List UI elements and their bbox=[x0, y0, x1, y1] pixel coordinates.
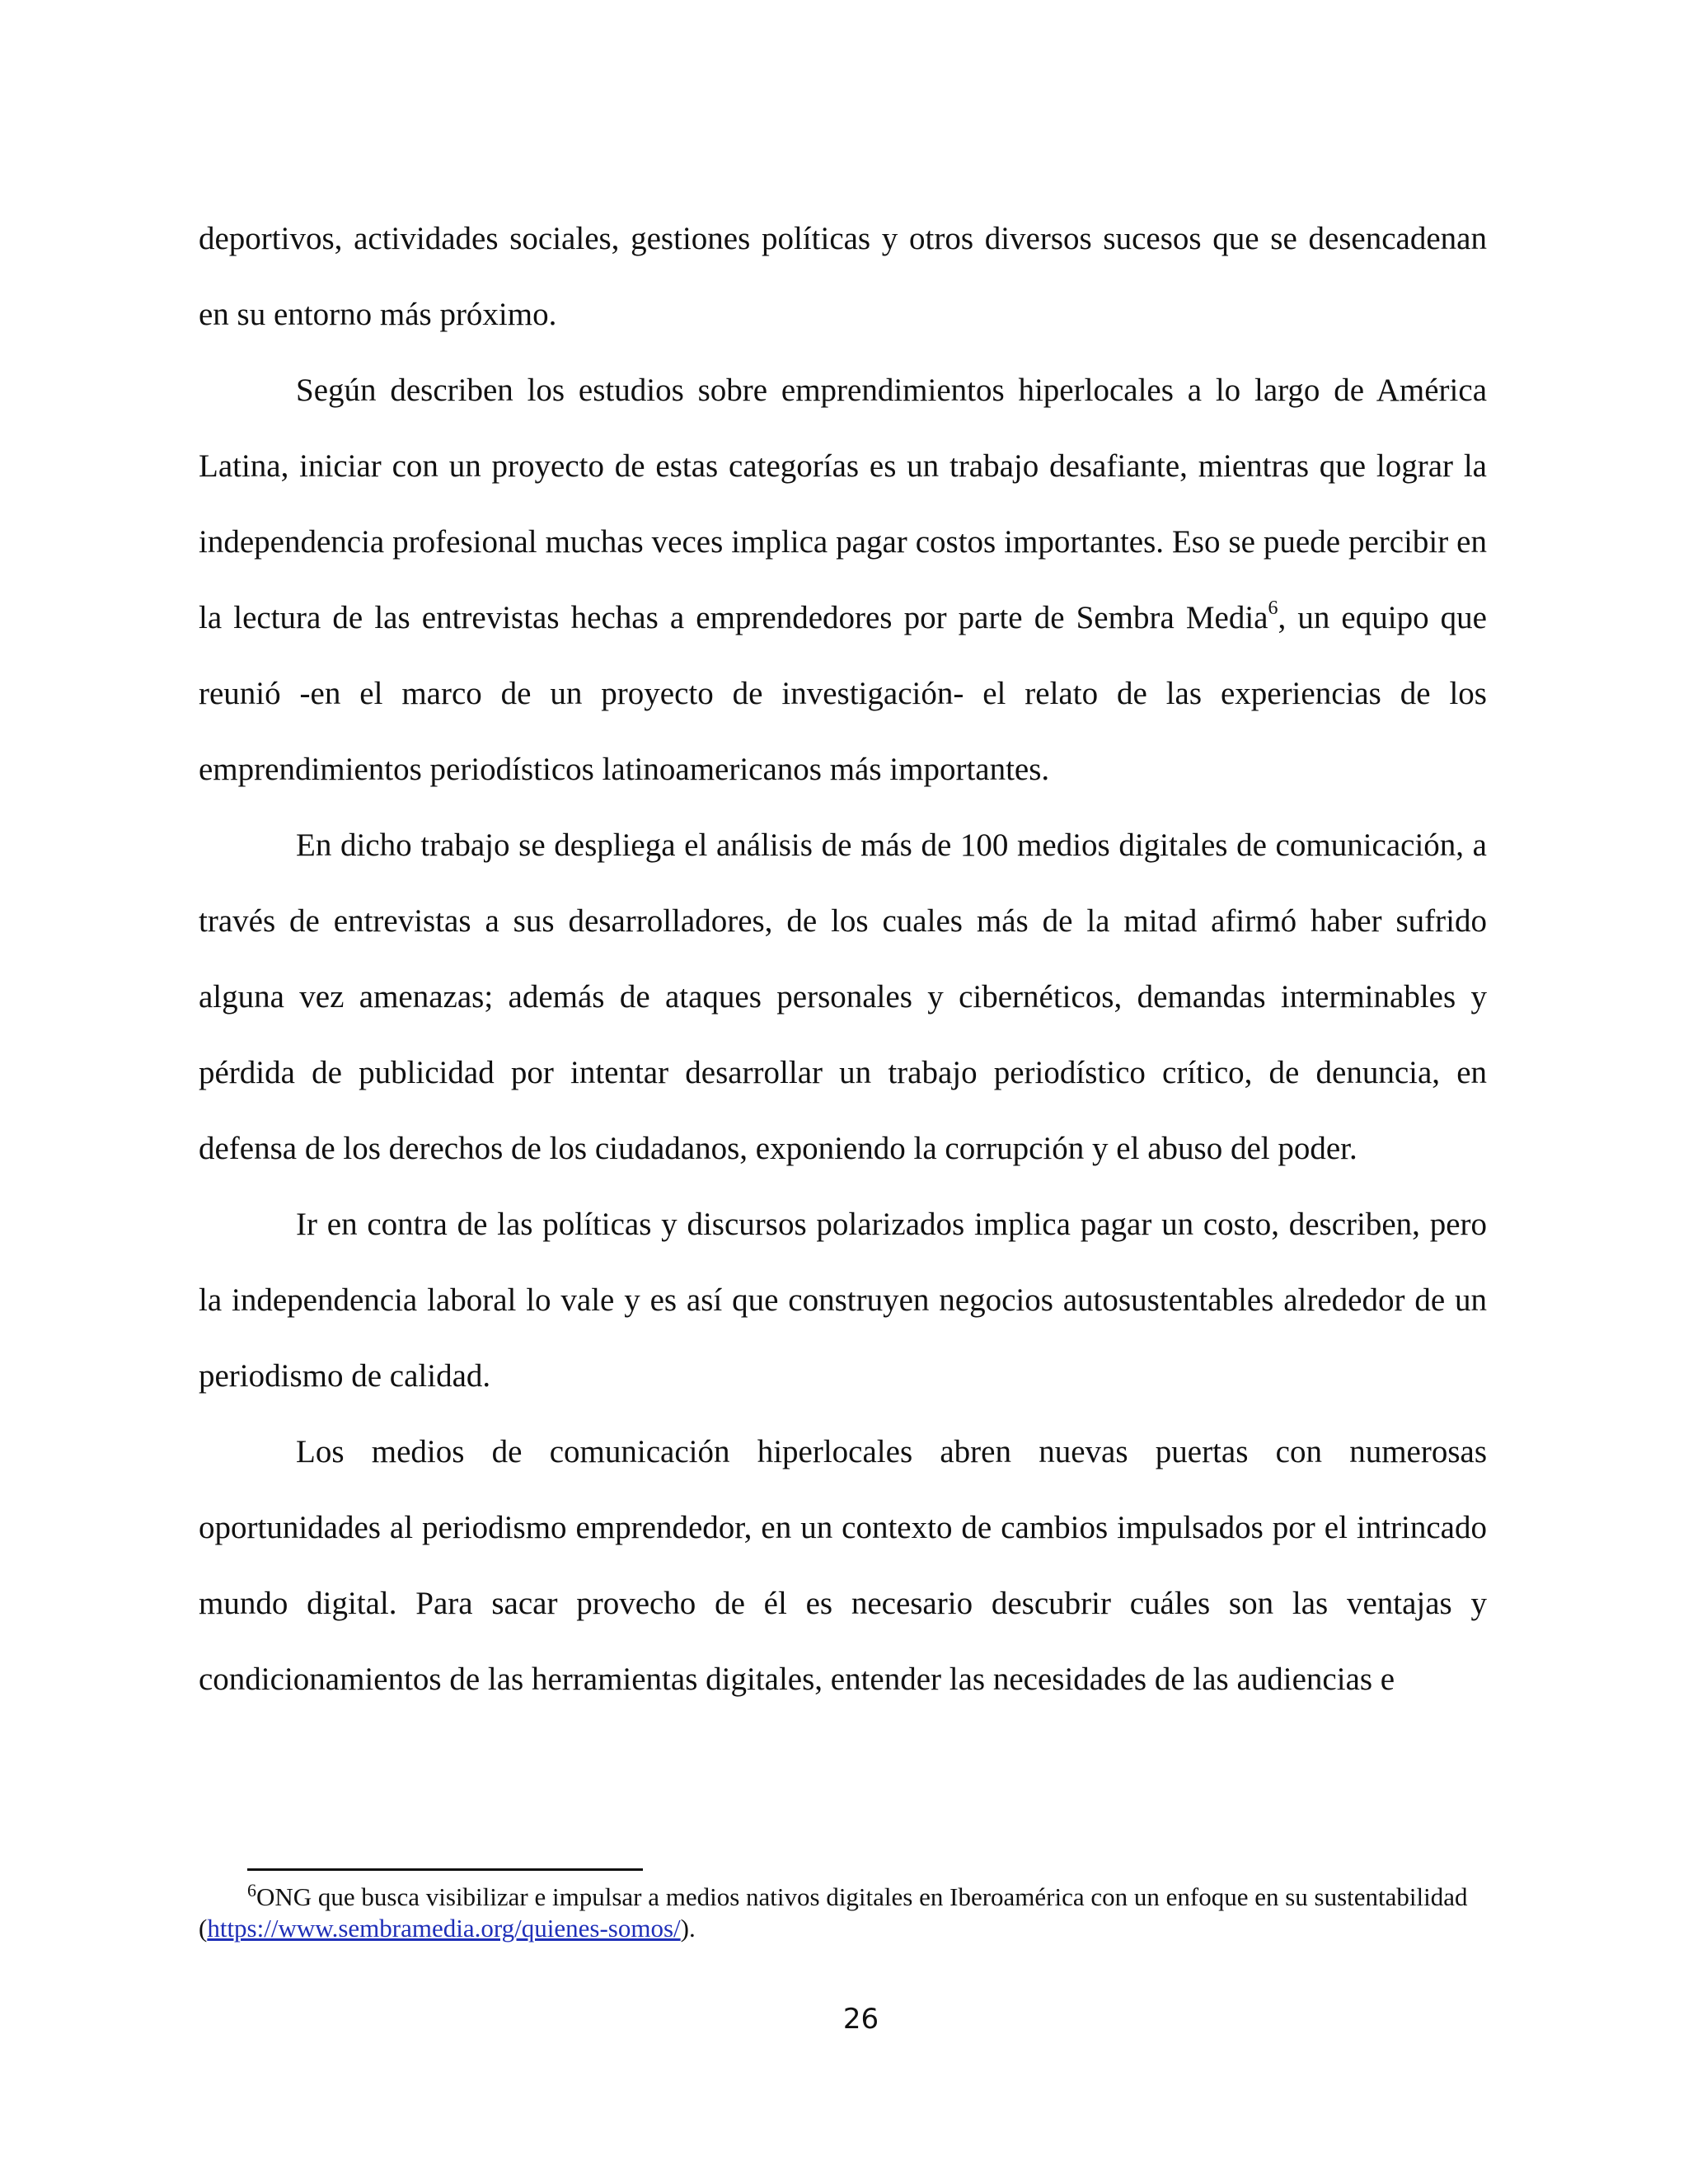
body-text bbox=[199, 201, 1487, 1718]
footnote-reference-mark[interactable]: 6 bbox=[1268, 598, 1278, 619]
paragraph-5: Los medios de comunicación hiperlocales abren nuevas puertas con numerosas oportunidades al periodismo emprendedor, en un contexto de cambios impulsados por el intrincado mundo digital. Para sacar provecho de él es necesario descubrir cuáles son las ventajas y condicionamientos de las herramientas digitales, entender las necesidades de las audiencias e bbox=[199, 1434, 1487, 1697]
footnote-link[interactable]: https://www.sembramedia.org/quienes-somos/ bbox=[207, 1914, 681, 1943]
paragraph-4: Ir en contra de las políticas y discursos polarizados implica pagar un costo, describen, pero la independencia laboral lo vale y es así que construyen negocios autosustentables alrededor de un periodismo de calidad. bbox=[199, 1207, 1487, 1394]
footnote-text-end: ). bbox=[680, 1914, 696, 1943]
footnote-text: ONG que busca visibilizar e impulsar a medios nativos digitales en Iberoamérica con un enfoque en su sustentabilidad ( bbox=[199, 1882, 1468, 1943]
paragraph-2-text-b: , un equipo que reunió -en el marco de un proyecto de investigación- el relato de las experiencias de los emprendimientos periodísticos latinoamericanos más importantes. bbox=[199, 600, 1487, 787]
footnote-mark: 6 bbox=[247, 1880, 256, 1900]
paragraph-3: En dicho trabajo se despliega el análisis de más de 100 medios digitales de comunicación, a través de entrevistas a sus desarrolladores, de los cuales más de la mitad afirmó haber sufrido alguna vez amenazas; además de ataques personales y cibernéticos, demandas interminables y pérdida de publicidad por intentar desarrollar un trabajo periodístico crítico, de denuncia, en defensa de los derechos de los ciudadanos, exponiendo la corrupción y el abuso del poder. bbox=[199, 827, 1487, 1166]
paragraph-1: deportivos, actividades sociales, gestiones políticas y otros diversos sucesos que se desencadenan en su entorno más próximo. bbox=[199, 221, 1487, 332]
paragraph-2-text-a: Según describen los estudios sobre emprendimientos hiperlocales a lo largo de América Latina, iniciar con un proyecto de estas categorías es un trabajo desafiante, mientras que lograr la independencia profesional muchas veces implica pagar costos importantes. Eso se puede percibir en la lectura de las entrevistas hechas a emprendedores por parte de Sembra Media bbox=[199, 373, 1487, 635]
footnote bbox=[199, 1882, 1487, 1944]
paragraph-2 bbox=[199, 353, 1487, 808]
page-number: 26 bbox=[842, 2003, 879, 2036]
footnote-divider bbox=[247, 1868, 643, 1871]
